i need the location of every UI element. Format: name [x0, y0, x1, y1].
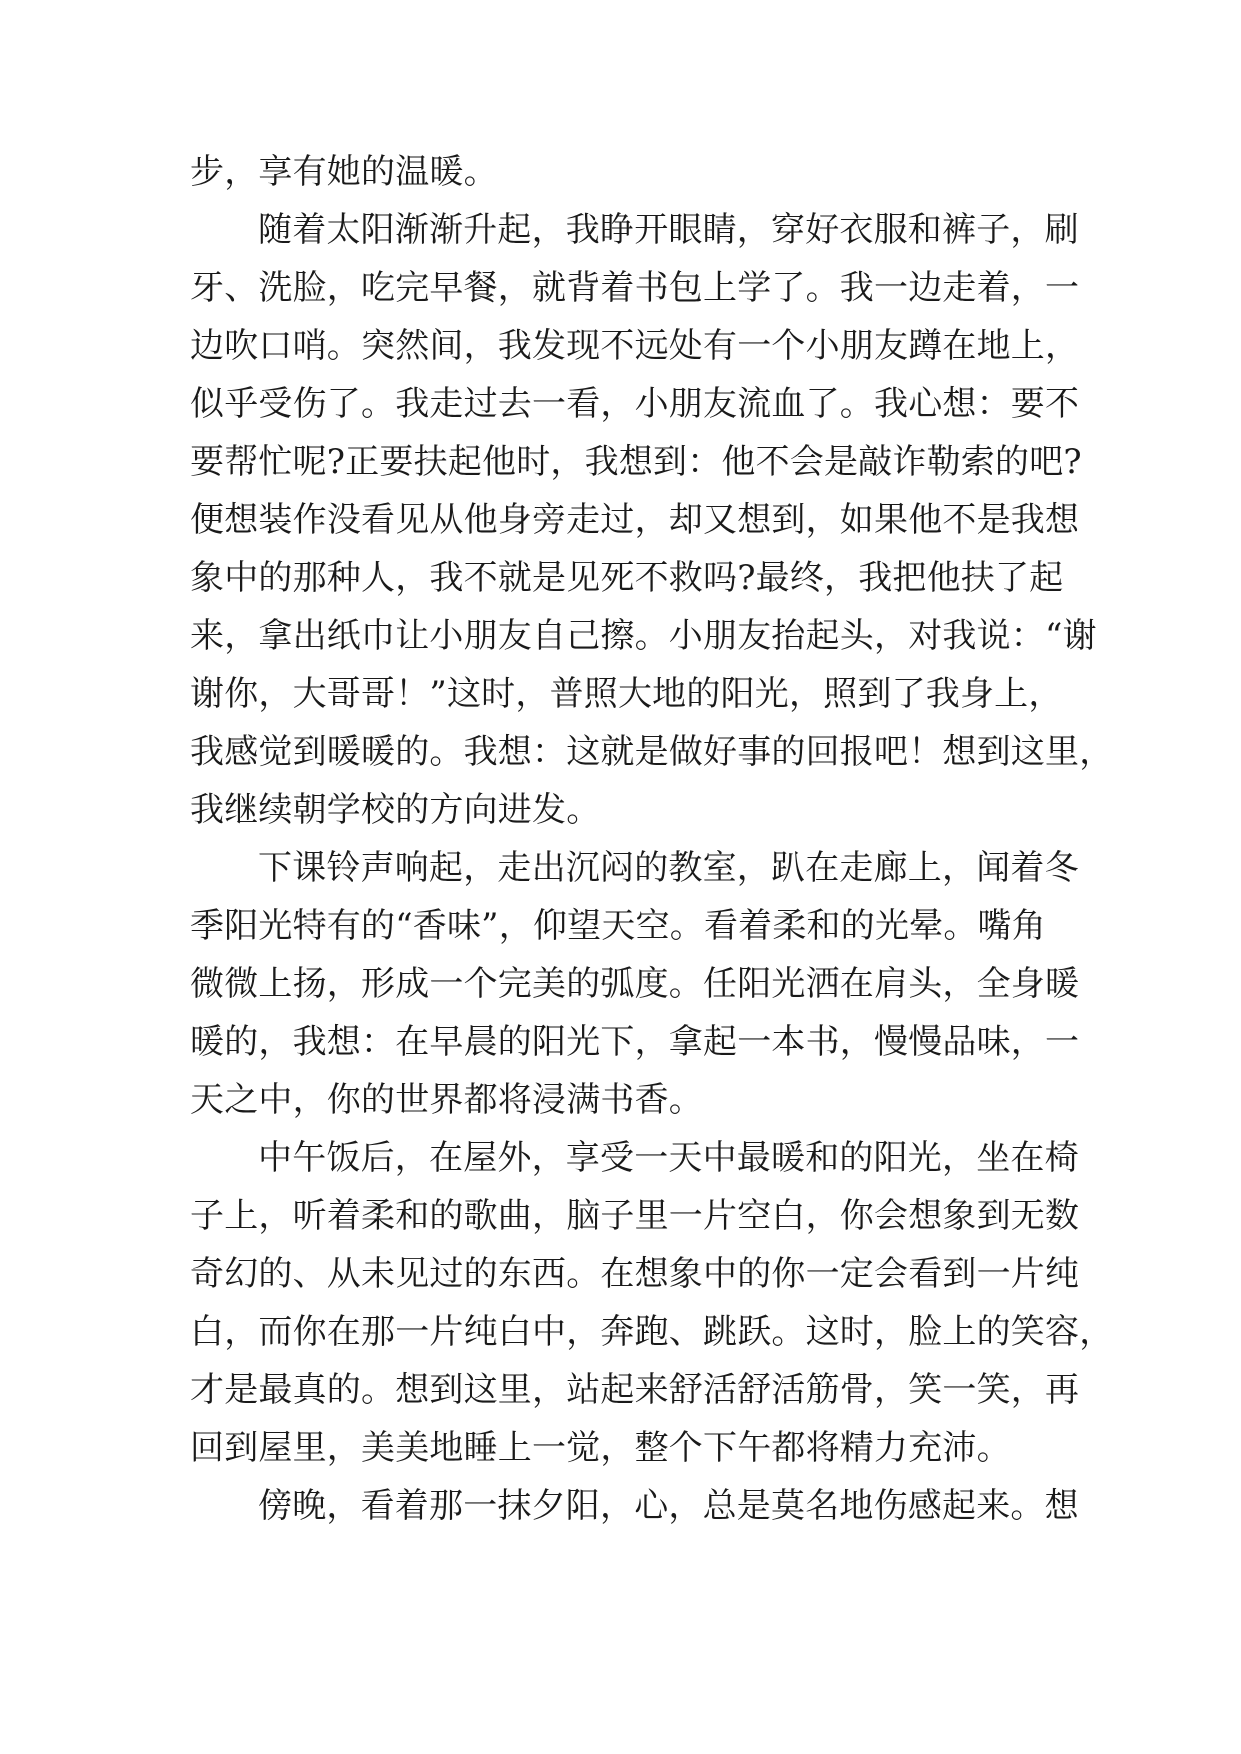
text-line-6: 要帮忙呢?正要扶起他时，我想到：他不会是敲诈勒索的吧? [190, 442, 1082, 482]
text-line-16: 暖的，我想：在早晨的阳光下，拿起一本书，慢慢品味，一 [190, 1022, 1080, 1062]
text-line-14: 季阳光特有的“香味”，仰望天空。看着柔和的光晕。嘴角 [190, 906, 1046, 946]
text-line-21: 白，而你在那一片纯白中，奔跑、跳跃。这时，脸上的笑容， [190, 1312, 1114, 1352]
text-line-2: 随着太阳渐渐升起，我睁开眼睛，穿好衣服和裤子，刷 [258, 210, 1079, 250]
text-line-20: 奇幻的、从未见过的东西。在想象中的你一定会看到一片纯 [190, 1254, 1080, 1294]
text-line-4: 边吹口哨。突然间，我发现不远处有一个小朋友蹲在地上， [190, 326, 1080, 366]
text-line-12: 我继续朝学校的方向进发。 [190, 790, 601, 830]
text-line-9: 来，拿出纸巾让小朋友自己擦。小朋友抬起头，对我说：“谢 [190, 616, 1097, 656]
text-line-10: 谢你，大哥哥！”这时，普照大地的阳光，照到了我身上， [190, 674, 1063, 714]
text-line-15: 微微上扬，形成一个完美的弧度。任阳光洒在肩头，全身暖 [190, 964, 1080, 1004]
text-line-19: 子上，听着柔和的歌曲，脑子里一片空白，你会想象到无数 [190, 1196, 1080, 1236]
text-line-24: 傍晚，看着那一抹夕阳，心，总是莫名地伤感起来。想 [258, 1486, 1079, 1526]
text-line-13: 下课铃声响起，走出沉闷的教室，趴在走廊上，闻着冬 [258, 848, 1079, 888]
text-line-5: 似乎受伤了。我走过去一看，小朋友流血了。我心想：要不 [190, 384, 1080, 424]
text-line-8: 象中的那种人，我不就是见死不救吗?最终，我把他扶了起 [190, 558, 1064, 598]
text-line-17: 天之中，你的世界都将浸满书香。 [190, 1080, 703, 1120]
text-line-3: 牙、洗脸，吃完早餐，就背着书包上学了。我一边走着，一 [190, 268, 1080, 308]
text-line-22: 才是最真的。想到这里，站起来舒活舒活筋骨，笑一笑，再 [190, 1370, 1080, 1410]
text-line-18: 中午饭后，在屋外，享受一天中最暖和的阳光，坐在椅 [258, 1138, 1079, 1178]
text-line-7: 便想装作没看见从他身旁走过，却又想到，如果他不是我想 [190, 500, 1080, 540]
text-line-11: 我感觉到暖暖的。我想：这就是做好事的回报吧！想到这里， [190, 732, 1114, 772]
text-line-23: 回到屋里，美美地睡上一觉，整个下午都将精力充沛。 [190, 1428, 1011, 1468]
text-line-1: 步，享有她的温暖。 [190, 152, 498, 192]
